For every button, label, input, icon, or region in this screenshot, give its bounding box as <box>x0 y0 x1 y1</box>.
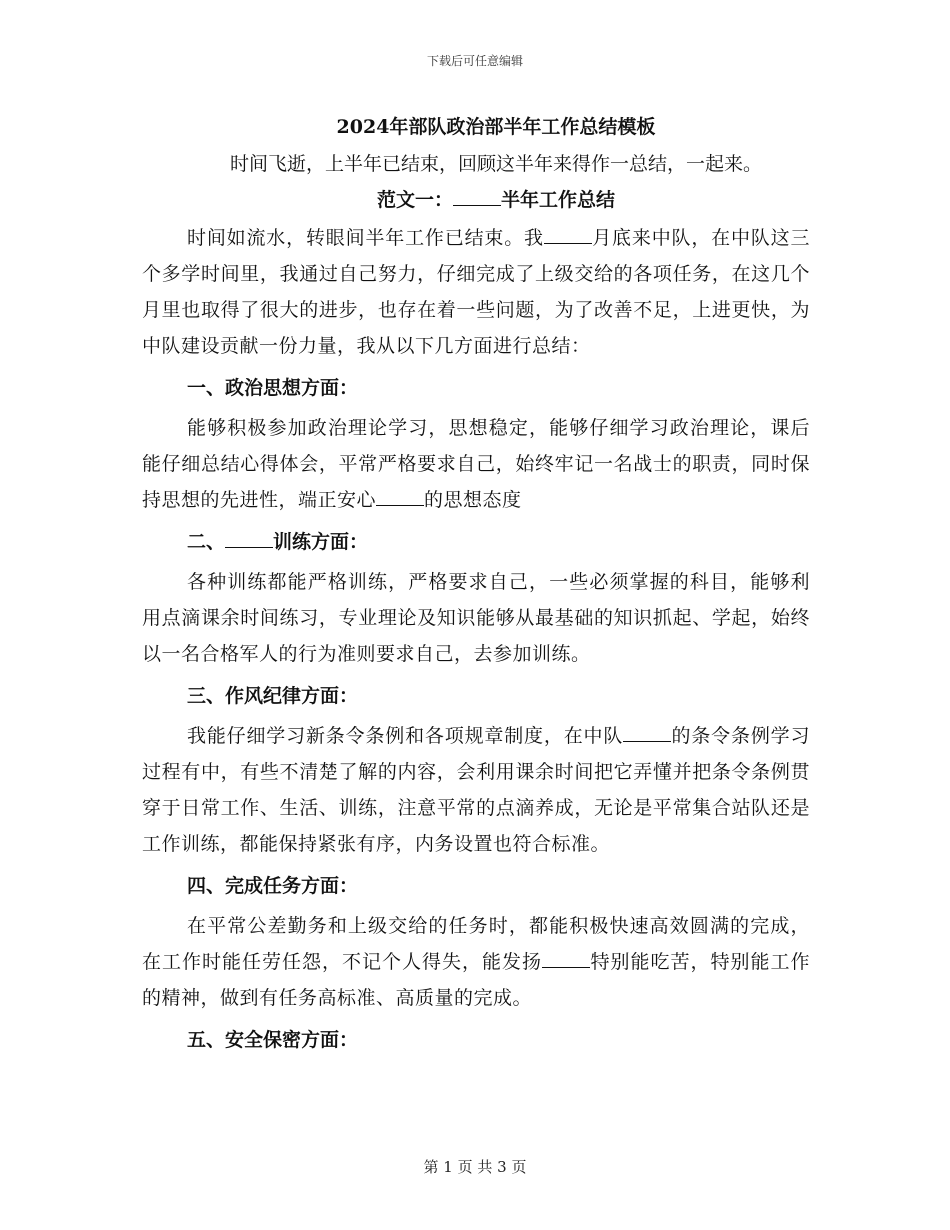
heading-text: 二、 <box>187 531 226 553</box>
paragraph-intro <box>142 220 810 364</box>
paragraph-text: 能够积极参加政治理论学习，思想稳定，能够仔细学习政治理论，课后能仔细总结心得体会，平常严格要求自己，始终牢记一名战士的职责，同时保持思想的先进性，端正安心 <box>142 417 810 511</box>
paragraph-text: 特别能吃苦，特别能工作的精神，做到有任务高标准、高质量的完成。 <box>142 951 810 1009</box>
section-heading-political: 一、政治思想方面： <box>187 377 359 399</box>
blank-line <box>225 529 273 548</box>
paragraph-text: 在平常公差勤务和上级交给的任务时，都能积极快速高效圆满的完成，在工作时能任劳任怨，不记个人得失，能发扬 <box>142 915 810 973</box>
sample-title <box>142 182 810 218</box>
section-heading-tasks: 四、完成任务方面： <box>187 875 359 897</box>
blank-line <box>453 187 501 206</box>
section-heading-discipline: 三、作风纪律方面： <box>187 685 359 707</box>
paragraph-text: 我能仔细学习新条令条例和各项规章制度，在中队 <box>187 725 624 747</box>
blank-line <box>544 225 592 244</box>
blank-line <box>623 723 671 742</box>
paragraph-text: 时间如流水，转眼间半年工作已结束。我 <box>187 227 544 249</box>
page-footer: 第 1 页 共 3 页 <box>423 1158 527 1176</box>
paragraph-discipline <box>142 718 810 862</box>
paragraph-text: 的思想态度 <box>424 489 522 511</box>
paragraph-training: 各种训练都能严格训练，严格要求自己，一些必须掌握的科目，能够利用点滴课余时间练习，专业理论及知识能够从最基础的知识抓起、学起，始终以一名合格军人的行为准则要求自己，去参加训练。 <box>142 571 810 665</box>
paragraph-text: 的条令条例学习过程有中，有些不清楚了解的内容，会利用课余时间把它弄懂并把条令条例贯穿于日常工作、生活、训练，注意平常的点滴养成，无论是平常集合站队还是工作训练，都能保持紧张有序，内务设置也符合标准。 <box>142 725 810 855</box>
paragraph-text: 月底来中队，在中队这三个多学时间里，我通过自己努力，仔细完成了上级交给的各项任务，在这几个月里也取得了很大的进步，也存在着一些问题，为了改善不足，上进更快，为中队建设贡献一份力量，我从以下几方面进行总结： <box>142 227 810 357</box>
heading-text: 训练方面： <box>273 531 369 553</box>
paragraph-tasks <box>142 908 810 1016</box>
header-note: 下载后可任意编辑 <box>426 54 523 68</box>
section-heading-training <box>142 524 810 560</box>
document-body <box>142 108 810 1062</box>
sample-title-suffix: 半年工作总结 <box>501 189 616 211</box>
paragraph-political <box>142 410 810 518</box>
sample-title-prefix: 范文一： <box>376 189 453 211</box>
document-title: 2024年部队政治部半年工作总结模板 <box>336 116 656 138</box>
intro-line: 时间飞逝，上半年已结束，回顾这半年来得作一总结，一起来。 <box>229 153 762 175</box>
blank-line <box>376 487 424 506</box>
section-heading-security: 五、安全保密方面： <box>187 1029 359 1051</box>
blank-line <box>542 949 590 968</box>
